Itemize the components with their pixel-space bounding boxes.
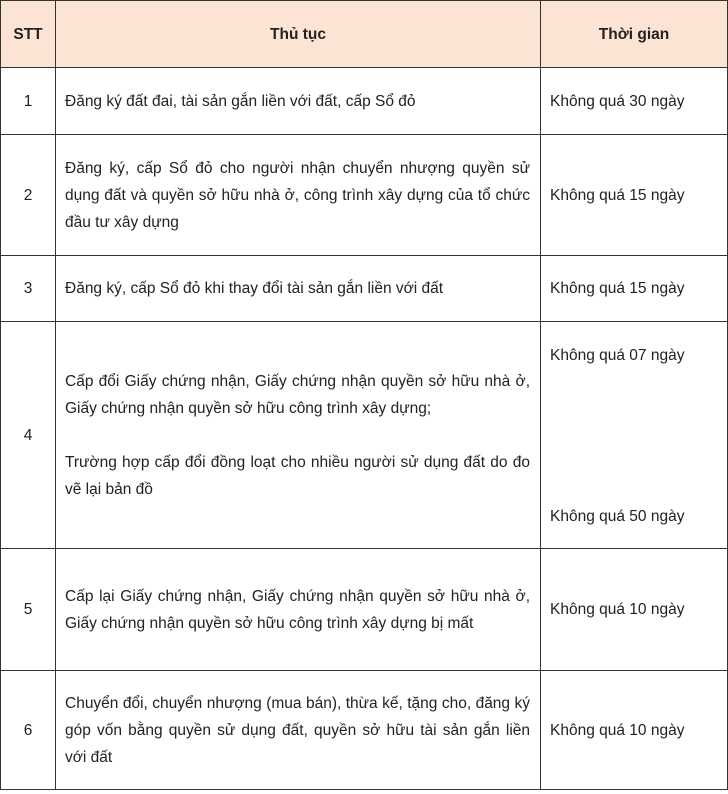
row-number: 4 xyxy=(1,322,56,549)
table-row xyxy=(1,68,728,135)
procedure-paragraph-extra: Trường hợp cấp đổi đồng loạt cho nhiều người sử dụng đất do đo vẽ lại bản đồ xyxy=(65,453,530,498)
row-number: 5 xyxy=(1,549,56,671)
row-number: 3 xyxy=(1,256,56,322)
procedure-cell: Đăng ký đất đai, tài sản gắn liền với đất, cấp Sổ đỏ xyxy=(56,68,541,135)
time-cell: Không quá 15 ngày xyxy=(541,256,728,322)
row-number: 2 xyxy=(1,135,56,256)
procedure-cell: Đăng ký, cấp Sổ đỏ cho người nhận chuyển nhượng quyền sử dụng đất và quyền sở hữu nhà ở, công trình xây dựng của tổ chức đầu tư xây dựng xyxy=(56,135,541,256)
time-cell: Không quá 30 ngày xyxy=(541,68,728,135)
table-header-row xyxy=(1,1,728,68)
row-number: 1 xyxy=(1,68,56,135)
table-row xyxy=(1,671,728,790)
time-cell: Không quá 15 ngày xyxy=(541,135,728,256)
time-cell: Không quá 10 ngày xyxy=(541,549,728,671)
time-value-extra: Không quá 50 ngày xyxy=(550,508,685,525)
procedure-cell xyxy=(56,322,541,549)
procedure-cell: Chuyển đổi, chuyển nhượng (mua bán), thừa kế, tặng cho, đăng ký góp vốn bằng quyền sử dụng đất, quyền sở hữu tài sản gắn liền với đất xyxy=(56,671,541,790)
table-row xyxy=(1,322,728,549)
row-number: 6 xyxy=(1,671,56,790)
procedure-cell: Đăng ký, cấp Sổ đỏ khi thay đổi tài sản gắn liền với đất xyxy=(56,256,541,322)
header-stt: STT xyxy=(1,1,56,68)
time-cell: Không quá 10 ngày xyxy=(541,671,728,790)
procedure-paragraph: Cấp đổi Giấy chứng nhận, Giấy chứng nhận quyền sở hữu nhà ở, Giấy chứng nhận quyền sở hữu công trình xây dựng; xyxy=(65,372,530,417)
time-cell xyxy=(541,322,728,549)
header-procedure: Thủ tục xyxy=(56,1,541,68)
time-value: Không quá 07 ngày xyxy=(550,347,685,364)
table-row xyxy=(1,549,728,671)
table-row xyxy=(1,135,728,256)
procedure-cell: Cấp lại Giấy chứng nhận, Giấy chứng nhận quyền sở hữu nhà ở, Giấy chứng nhận quyền sở hữu công trình xây dựng bị mất xyxy=(56,549,541,671)
header-time: Thời gian xyxy=(541,1,728,68)
table-row xyxy=(1,256,728,322)
